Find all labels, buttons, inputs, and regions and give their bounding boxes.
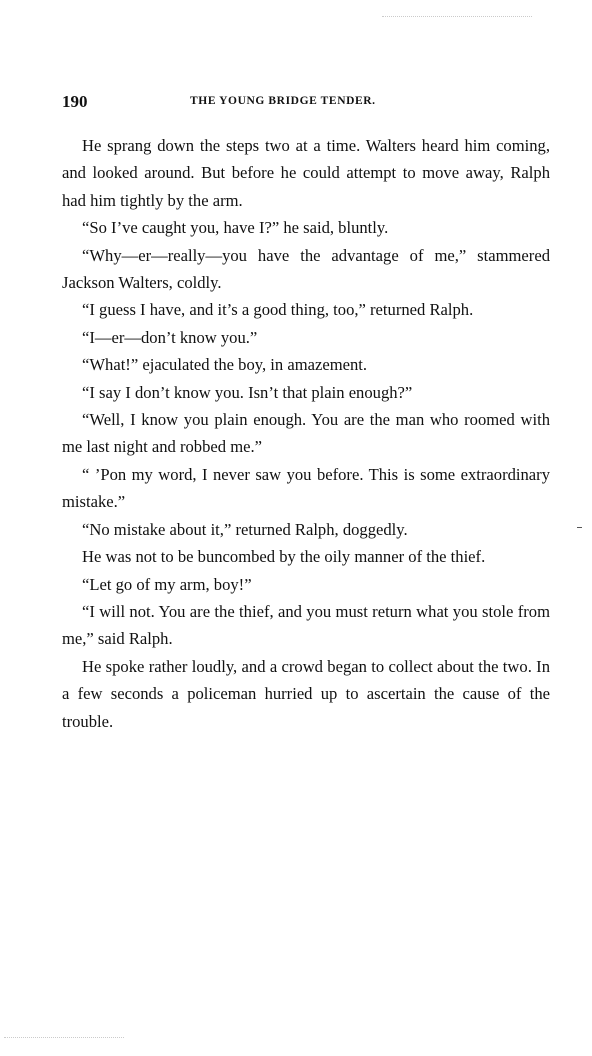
paragraph: “No mistake about it,” returned Ralph, doggedly. xyxy=(82,519,408,539)
paragraph: “Let go of my arm, boy!” xyxy=(82,574,252,594)
paragraph: “I say I don’t know you. Isn’t that plain enough?” xyxy=(82,382,413,402)
paragraph: “What!” ejaculated the boy, in amazement. xyxy=(82,355,368,375)
paragraph: “I—er—don’t know you.” xyxy=(82,327,258,347)
paragraph: “So I’ve caught you, have I?” he said, bluntly. xyxy=(82,218,389,238)
paragraph: “ ’Pon my word, I never saw you before. This is some extraordinary mistake.” xyxy=(62,464,550,512)
paragraph: “Well, I know you plain enough. You are the man who roomed with me last night and robbed me.” xyxy=(62,410,550,457)
paragraph: “I will not. You are the thief, and you must return what you stole from me,” said Ralph. xyxy=(62,601,550,649)
page-header xyxy=(62,92,550,112)
page-number: 190 xyxy=(62,92,88,111)
paragraph: He was not to be buncombed by the oily manner of the thief. xyxy=(82,547,486,567)
paragraph: “I guess I have, and it’s a good thing, too,” returned Ralph. xyxy=(82,300,474,320)
paragraph: He sprang down the steps two at a time. Walters heard him coming, and looked around. But before he could attempt to move away, Ralph had him tightly by the arm. xyxy=(62,136,550,210)
paragraph: “Why—er—really—you have the advantage of me,” stammered Jackson Walters, coldly. xyxy=(62,245,550,293)
body-text xyxy=(62,132,550,735)
margin-mark xyxy=(577,527,582,528)
scan-speckle xyxy=(382,16,532,19)
running-title: THE YOUNG BRIDGE TENDER. xyxy=(190,95,376,107)
scan-speckle xyxy=(4,1037,124,1040)
paragraph: He spoke rather loudly, and a crowd began to collect about the two. In a few seconds a policeman hurried up to ascertain the cause of the trouble. xyxy=(62,656,550,731)
